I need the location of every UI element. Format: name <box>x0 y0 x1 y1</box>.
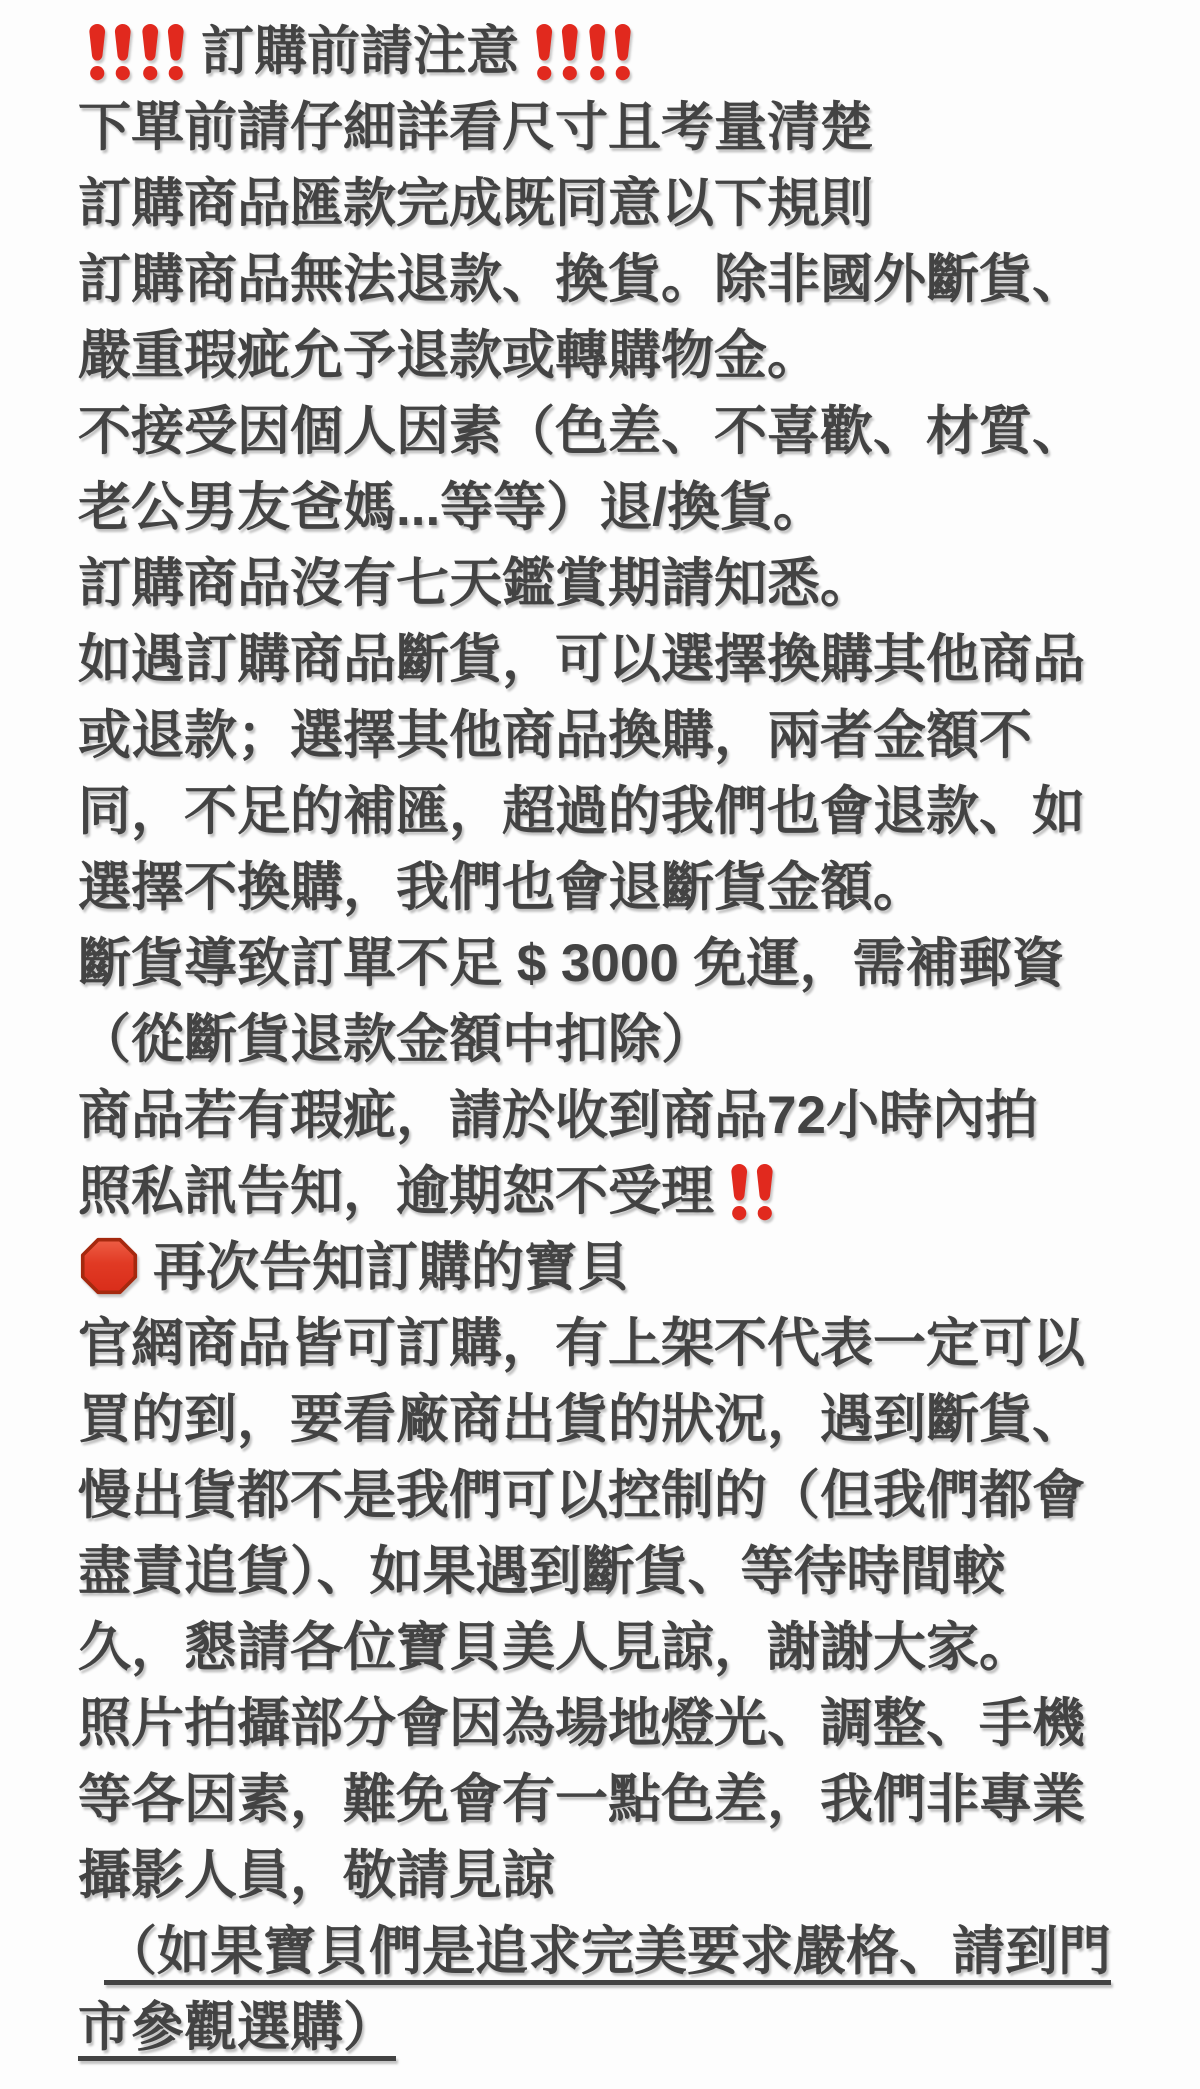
text-line <box>78 1002 1200 1078</box>
line-text: 慢出貨都不是我們可以控制的（但我們都會 <box>78 1466 1085 1525</box>
line-text: 如遇訂購商品斷貨，可以選擇換購其他商品 <box>78 630 1085 689</box>
line-text: 選擇不換購，我們也會退斷貨金額。 <box>78 858 926 917</box>
text-line <box>78 166 1200 242</box>
underlined-text: 市參觀選購） <box>78 1998 396 2057</box>
text-line-underlined <box>78 1990 1200 2066</box>
text-line <box>78 1458 1200 1534</box>
notice-title-line <box>88 14 1200 90</box>
line-text: 商品若有瑕疵，請於收到商品72小時內拍 <box>78 1086 1038 1145</box>
line-text: 訂購商品沒有七天鑑賞期請知悉。 <box>78 554 873 613</box>
double-exclamation-icon <box>535 24 579 81</box>
text-line <box>78 926 1200 1002</box>
line-text: 再次告知訂購的寶貝 <box>153 1238 630 1297</box>
text-line <box>78 1610 1200 1686</box>
double-exclamation-icon <box>730 1164 774 1221</box>
text-line-with-warning <box>78 1154 1200 1230</box>
line-text: 或退款；選擇其他商品換購，兩者金額不 <box>78 706 1032 765</box>
text-line-underlined <box>78 1914 1200 1990</box>
text-line <box>78 90 1200 166</box>
text-line-with-stop-sign <box>78 1230 1200 1306</box>
line-text: 盡責追貨）、如果遇到斷貨、等待時間較 <box>78 1542 1006 1601</box>
text-line <box>78 698 1200 774</box>
text-line <box>78 1306 1200 1382</box>
underlined-text: （如果寶貝們是追求完美要求嚴格、請到門 <box>104 1922 1111 1981</box>
line-text: 照片拍攝部分會因為場地燈光、調整、手機 <box>78 1694 1085 1753</box>
text-line <box>78 1838 1200 1914</box>
text-line <box>78 394 1200 470</box>
double-exclamation-icon <box>141 24 185 81</box>
text-line <box>78 1686 1200 1762</box>
line-text: 等各因素，難免會有一點色差，我們非專業 <box>78 1770 1085 1829</box>
double-exclamation-icon <box>88 24 132 81</box>
text-line <box>78 622 1200 698</box>
text-line <box>78 1382 1200 1458</box>
line-text: （從斷貨退款金額中扣除） <box>78 1010 714 1069</box>
text-line <box>78 318 1200 394</box>
text-line <box>78 850 1200 926</box>
notice-title: 訂購前請注意 <box>201 22 519 81</box>
line-text: 老公男友爸媽...等等）退/換貨。 <box>78 478 826 537</box>
line-text: 久，懇請各位寶貝美人見諒，謝謝大家。 <box>78 1618 1032 1677</box>
line-text: 同，不足的補匯，超過的我們也會退款、如 <box>78 782 1085 841</box>
line-text: 下單前請仔細詳看尺寸且考量清楚 <box>78 98 873 157</box>
text-line <box>78 774 1200 850</box>
text-line <box>78 546 1200 622</box>
text-line <box>78 1762 1200 1838</box>
double-exclamation-icon <box>588 24 632 81</box>
line-text: 嚴重瑕疵允予退款或轉購物金。 <box>78 326 820 385</box>
line-text: 照私訊告知，逾期恕不受理 <box>78 1162 714 1221</box>
line-text: 買的到，要看廠商出貨的狀況，遇到斷貨、 <box>78 1390 1085 1449</box>
line-text: 訂購商品匯款完成既同意以下規則 <box>78 174 873 233</box>
line-text: 官網商品皆可訂購，有上架不代表一定可以 <box>78 1314 1085 1373</box>
text-line <box>78 242 1200 318</box>
text-line <box>78 1534 1200 1610</box>
text-line <box>78 1078 1200 1154</box>
line-text: 斷貨導致訂單不足 $ 3000 免運，需補郵資 <box>78 934 1065 993</box>
line-text: 攝影人員，敬請見諒 <box>78 1846 555 1905</box>
line-text: 訂購商品無法退款、換貨。除非國外斷貨、 <box>78 250 1085 309</box>
text-line <box>78 470 1200 546</box>
line-text: 不接受因個人因素（色差、不喜歡、材質、 <box>78 402 1085 461</box>
stop-sign-icon <box>80 1237 138 1295</box>
